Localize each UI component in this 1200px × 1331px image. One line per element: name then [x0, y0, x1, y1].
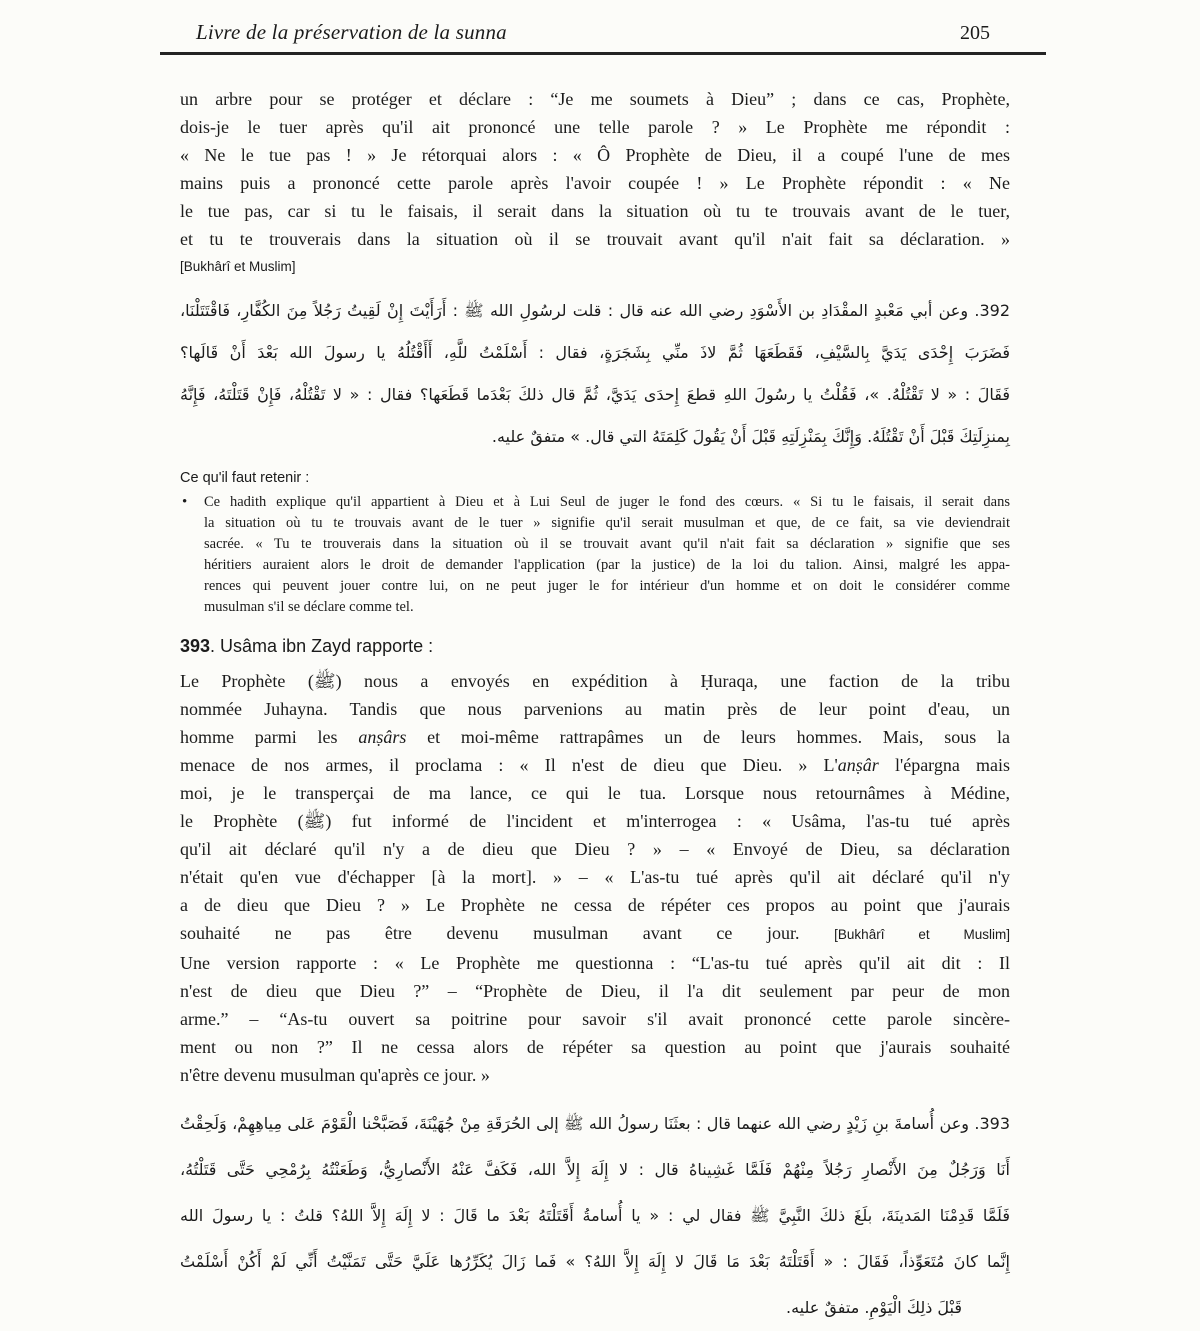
- text-line: [180, 751, 1010, 779]
- book-page: [180, 0, 1010, 1331]
- text-segment: anṣârs: [358, 727, 407, 747]
- hadith-narrator: . Usâma ibn Zayd rapporte :: [210, 636, 434, 656]
- text-line: le tue pas, car si tu le faisais, il serait dans la situation où tu te trouvais avant de le tuer,: [180, 201, 1010, 221]
- text-line: إِنَّما كانَ مُتَعَوِّذاً، فَقَالَ : « أَقَتَلْتَهُ بَعْدَ مَا قَالَ لا إِلَهَ إِلاَّ اللهُ؟ » فَما زَالَ يُكَرِّرُها عَلَيَّ حَتَّى تَمَنَّيْتُ أَنِّي لَمْ أَكُنْ أَسْلَمْتُ: [180, 1252, 1010, 1271]
- text-segment: souhaité ne pas être devenu musulman avant ce jour.: [180, 923, 835, 943]
- hadith-392-source: [Bukhârî et Muslim]: [180, 259, 296, 274]
- text-line: la situation où tu te trouvais avant de le tuer » signifie qu'il serait musulman et que, de ce fait, sa vie deviendrait: [204, 515, 1010, 531]
- text-line: arme.” – “As-tu ouvert sa poitrine pour savoir s'il avait prononcé cette parole sincère-: [180, 1009, 1010, 1029]
- text-line: « Ne le tue pas ! » Je rétorquai alors : « Ô Prophète de Dieu, il a coupé l'une de mes: [180, 145, 1010, 165]
- key-points-bullet: [180, 492, 1010, 618]
- text-line: et tu te trouverais dans la situation où il se trouvait avant qu'il n'ait fait sa déclaration. »: [180, 229, 1010, 249]
- key-points-text: [204, 492, 1010, 618]
- text-line: 393. وعن أُسامةَ بنِ زَيْدٍ رضي الله عنهما قال : بعثَنَا رسولُ الله ﷺ إلى الحُرَقَةِ مِنْ جُهَيْنَةَ، فَصَبَّحْنا الْقَوْمَ عَلى مِياهِهِمْ، وَلَحِقْتُ: [180, 1114, 1010, 1133]
- key-points-heading: Ce qu'il faut retenir :: [180, 470, 310, 486]
- page-header: [180, 0, 1010, 45]
- text-line: rences qui peuvent jouer contre lui, on ne peut juger le for intérieur d'un homme et on doit le considérer comme: [204, 578, 1010, 594]
- text-line: Ce hadith explique qu'il appartient à Dieu et à Lui Seul de juger le fond des cœurs. « Si tu le faisais, il serait dans: [204, 494, 1010, 510]
- hadith-393-arabic: [180, 1101, 1010, 1331]
- text-line: ment ou non ?” Il ne cessa alors de répéter sa question au point que j'aurais souhaité: [180, 1037, 1010, 1057]
- text-line: qu'il ait déclaré qu'il n'y a de dieu que Dieu ? » – « Envoyé de Dieu, sa déclaration: [180, 839, 1010, 859]
- text-line: أَنَا وَرَجُلٌ مِنَ الأَنْصارِ رَجُلاً مِنْهُمْ فَلَمَّا غَشِيناهُ قال : لا إِلَهَ إِلاَّ الله، فَكَفَّ عَنْهُ الأَنْصارِيُّ، وَطَعَنْتُهُ بِرُمْحِي حَتَّى قَتَلْتُهُ،: [180, 1160, 1010, 1179]
- text-line: dois-je le tuer après qu'il ait prononcé une telle parole ? » Le Prophète me répondit :: [180, 117, 1010, 137]
- text-line: n'était qu'en vue d'échapper [à la mort]. » – « L'as-tu tué après qu'il ait déclaré qu'il n'y: [180, 867, 1010, 887]
- text-segment: et moi-même rattrapâmes un de leurs hommes. Mais, sous la: [406, 727, 1010, 747]
- text-line: le Prophète (ﷺ) fut informé de l'incident et m'interrogea : « Usâma, l'as-tu tué après: [180, 811, 1011, 831]
- text-line: moi, je le transperçai de ma lance, ce qui le tua. Lorsque nous retournâmes à Médine,: [180, 783, 1010, 803]
- text-line: sacrée. « Tu te trouverais dans la situation où il se trouvait avant qu'il n'ait fait sa déclaration » signifie que ses: [204, 536, 1010, 552]
- text-line: فَضَرَبَ إِحْدَى يَدَيَّ بِالسَّيْفِ، فَقَطَعَهَا ثُمَّ لاذَ منِّي بِشَجَرَةٍ، فقال : أَسْلَمْتُ للَّهِ، أَأَقْتُلُهُ يا رسولَ الله بَعْدَ أَنْ قَالَها؟: [180, 343, 1010, 362]
- hadith-392-arabic: [180, 290, 1010, 458]
- text-line: nommée Juhayna. Tandis que nous parvenions au matin près de leur point d'eau, un: [180, 699, 1010, 719]
- text-segment: l'épargna mais: [878, 755, 1010, 775]
- text-segment: anṣâr: [837, 755, 879, 775]
- page-number: 205: [960, 22, 990, 44]
- text-line: un arbre pour se protéger et déclare : “Je me soumets à Dieu” ; dans ce cas, Prophète,: [180, 89, 1010, 109]
- text-line: قَبْلَ ذلِكَ الْيَوْمِ. متفقٌ عليه.: [786, 1298, 962, 1317]
- text-line: فَقَالَ : « لا تَقْتُلْهُ. »، فَقُلْتُ يا رسُولَ اللهِ قطعَ إِحدَى يَدَيَّ، ثُمَّ قال ذلكَ بَعْدَما قَطَعَها؟ فقال : « لا تَقْتُلْهُ، فَإِنْ قَتَلْتَهُ، فَإِنَّهُ: [180, 385, 1010, 404]
- text-segment: homme parmi les: [180, 727, 359, 747]
- text-line: mains puis a prononcé cette parole après l'avoir coupée ! » Le Prophète répondit : « Ne: [180, 173, 1010, 193]
- text-line: musulman s'il se déclare comme tel.: [204, 599, 414, 615]
- text-line: [180, 723, 1010, 751]
- text-line: n'être devenu musulman qu'après ce jour. »: [180, 1065, 490, 1085]
- text-line: Une version rapporte : « Le Prophète me questionna : “L'as-tu tué après qu'il ait dit : Il: [180, 953, 1010, 973]
- text-line: 392. وعن أبي مَعْبدٍ المقْدَادِ بن الأَسْوَدِ رضي الله عنه قال : قلت لرسُولِ الله ﷺ : أَرَأَيْتَ إِنْ لَقِيتُ رَجُلاً مِنَ الكُفَّارِ، فَاقْتَتَلْنَا،: [180, 301, 1010, 320]
- text-line: [180, 919, 1010, 949]
- running-title: Livre de la préservation de la sunna: [196, 20, 507, 44]
- header-rule: [160, 52, 1046, 55]
- hadith-number: 393: [180, 636, 211, 656]
- source-attribution: [Bukhârî et Muslim]: [834, 927, 1010, 942]
- text-line: héritiers auraient alors le droit de demander l'application (par la justice) de la loi du talion. Ainsi, malgré les appa-: [204, 557, 1010, 573]
- text-line: a de dieu que Dieu ? » Le Prophète ne cessa de répéter ces propos au point que j'aurais: [180, 895, 1010, 915]
- hadith-393-heading: [180, 634, 1010, 659]
- text-line: Le Prophète (ﷺ) nous a envoyés en expédition à Ḥuraqa, une faction de la tribu: [180, 671, 1010, 691]
- hadith-392-translation: [180, 85, 1010, 253]
- text-segment: menace de nos armes, il proclama : « Il n'est de dieu que Dieu. » L': [180, 755, 838, 775]
- hadith-393-translation: [180, 667, 1010, 1089]
- text-line: n'est de dieu que Dieu ?” – “Prophète de Dieu, il l'a dit seulement par peur de mon: [180, 981, 1010, 1001]
- text-line: بِمنزِلَتِكَ قَبْلَ أَنْ تَقْتُلَهُ. وَإِنَّكَ بِمَنْزِلَتِهِ قَبْلَ أَنْ يَقُولَ كَلِمَتَهُ التي قال. » متفقٌ عليه.: [491, 427, 1010, 446]
- bullet-marker: •: [182, 494, 188, 510]
- text-line: فَلَمَّا قَدِمْنَا المَدينَةَ، بلَغَ ذلكَ النَّبِيَّ ﷺ فقال لي : « يا أُسامةُ أَقَتَلْتَهُ بَعْدَ ما قَالَ : لا إِلَهَ إِلاَّ اللهُ؟ قلتُ : يا رسولَ الله: [180, 1206, 1010, 1225]
